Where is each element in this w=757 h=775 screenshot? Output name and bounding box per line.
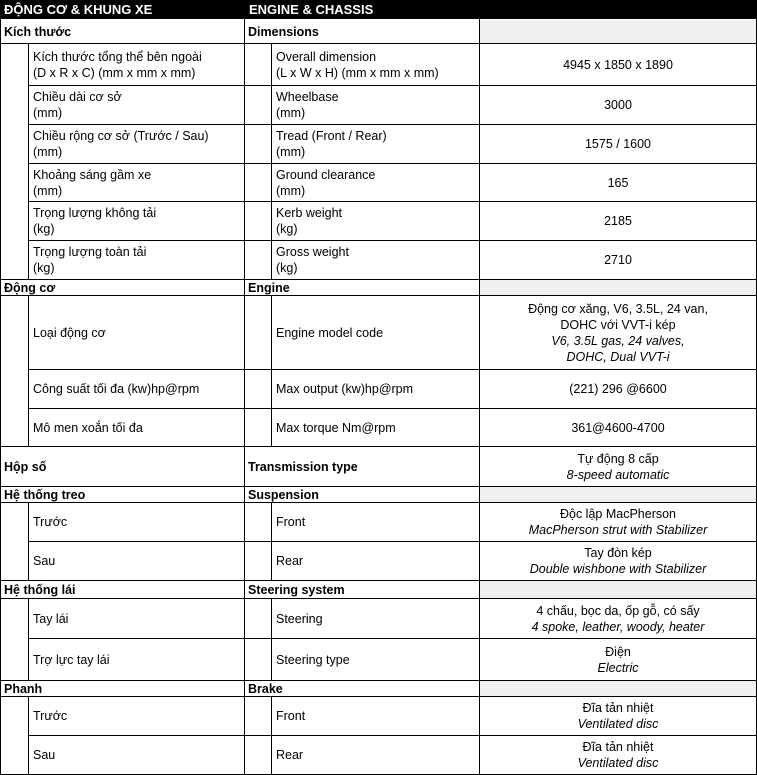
section-dimensions-en: Dimensions	[248, 24, 319, 39]
brake-front-value: Đĩa tản nhiệt Ventilated disc	[577, 701, 659, 731]
tread-en: Tread (Front / Rear) (mm)	[276, 129, 387, 159]
max-output-value: (221) 296 @6600	[569, 382, 667, 396]
tread-vn: Chiều rộng cơ sở (Trước / Sau) (mm)	[33, 129, 209, 159]
engine-code-en: Engine model code	[276, 325, 384, 340]
overall-en: Overall dimension (L x W x H) (mm x mm x mm)	[276, 49, 439, 80]
susp-rear-value: Tay đòn kép Double wishbone with Stabilizer	[529, 546, 707, 576]
clearance-value: 165	[607, 175, 629, 190]
section-suspension-en: Suspension	[248, 487, 319, 502]
max-torque-value: 361@4600-4700	[571, 420, 665, 435]
tread-value: 1575 / 1600	[584, 137, 652, 151]
steer-type-en: Steering type	[276, 652, 350, 667]
brake-front-vn: Trước	[33, 709, 68, 723]
header-en: ENGINE & CHASSIS	[249, 2, 374, 17]
wheelbase-vn: Chiều dài cơ sở (mm)	[33, 90, 122, 120]
section-shade	[479, 279, 756, 295]
steer-type-value: Điện Electric	[597, 644, 639, 675]
overall-vn: Kích thước tổng thể bên ngoài (D x R x C) (mm x mm x mm)	[33, 49, 202, 80]
brake-rear-value: Đĩa tản nhiệt Ventilated disc	[577, 740, 659, 770]
indent-divider	[28, 598, 29, 680]
section-brake-en: Brake	[248, 681, 283, 696]
engine-code-value: Động cơ xăng, V6, 3.5L, 24 van, DOHC với VVT-i kép V6, 3.5L gas, 24 valves, DOHC, Dual VVT-i	[528, 301, 708, 364]
kerb-vn: Trọng lượng không tải (kg)	[33, 206, 157, 236]
section-shade	[479, 486, 756, 502]
transmission-vn: Hộp số	[4, 459, 47, 474]
section-suspension-vn: Hệ thống treo	[4, 487, 86, 502]
max-torque-en: Max torque Nm@rpm	[276, 420, 396, 435]
indent-divider	[271, 598, 272, 680]
brake-front-en: Front	[276, 709, 306, 723]
section-brake-vn: Phanh	[4, 681, 43, 696]
brake-rear-vn: Sau	[33, 748, 56, 762]
indent-divider	[271, 295, 272, 446]
steer-wheel-value: 4 chấu, bọc da, ốp gỗ, có sấy 4 spoke, leather, woody, heater	[531, 603, 705, 634]
header-vn: ĐỘNG CƠ & KHUNG XE	[4, 2, 153, 17]
clearance-vn: Khoảng sáng gầm xe (mm)	[33, 167, 152, 198]
max-output-vn: Công suất tối đa (kw)hp@rpm	[33, 382, 200, 396]
section-shade	[479, 20, 756, 43]
brake-rear-en: Rear	[276, 748, 304, 762]
column-divider	[244, 19, 245, 775]
gross-value: 2710	[604, 253, 632, 267]
overall-value: 4945 x 1850 x 1890	[563, 57, 673, 72]
steer-wheel-en: Steering	[276, 611, 323, 626]
susp-rear-vn: Sau	[33, 554, 56, 568]
steer-type-vn: Trợ lực tay lái	[33, 652, 110, 667]
indent-divider	[28, 43, 29, 279]
max-torque-vn: Mô men xoắn tối đa	[33, 420, 143, 435]
susp-front-vn: Trước	[33, 515, 68, 529]
engine-code-vn: Loại động cơ	[33, 325, 106, 340]
max-output-en: Max output (kw)hp@rpm	[276, 382, 414, 396]
section-shade	[479, 680, 756, 696]
steer-wheel-vn: Tay lái	[33, 611, 69, 626]
section-dimensions-vn: Kích thước	[4, 24, 72, 39]
kerb-value: 2185	[604, 214, 632, 228]
gross-en: Gross weight (kg)	[276, 245, 349, 275]
susp-front-value: Độc lập MacPherson MacPherson strut with Stabilizer	[528, 507, 708, 537]
transmission-en: Transmission type	[248, 459, 358, 474]
section-engine-en: Engine	[248, 280, 290, 295]
table-header	[0, 0, 757, 19]
indent-divider	[271, 43, 272, 279]
gross-vn: Trọng lượng toàn tải (kg)	[33, 245, 147, 275]
susp-front-en: Front	[276, 515, 306, 529]
susp-rear-en: Rear	[276, 554, 304, 568]
wheelbase-value: 3000	[604, 98, 632, 112]
kerb-en: Kerb weight (kg)	[276, 206, 343, 236]
section-steering-en: Steering system	[248, 582, 345, 597]
section-steering-vn: Hệ thống lái	[4, 582, 76, 597]
border-left	[0, 19, 1, 775]
clearance-en: Ground clearance (mm)	[276, 167, 376, 198]
wheelbase-en: Wheelbase (mm)	[276, 90, 339, 120]
indent-divider	[28, 295, 29, 446]
section-shade	[479, 580, 756, 598]
transmission-value: Tự động 8 cấp 8-speed automatic	[566, 451, 670, 482]
section-engine-vn: Động cơ	[4, 280, 56, 295]
